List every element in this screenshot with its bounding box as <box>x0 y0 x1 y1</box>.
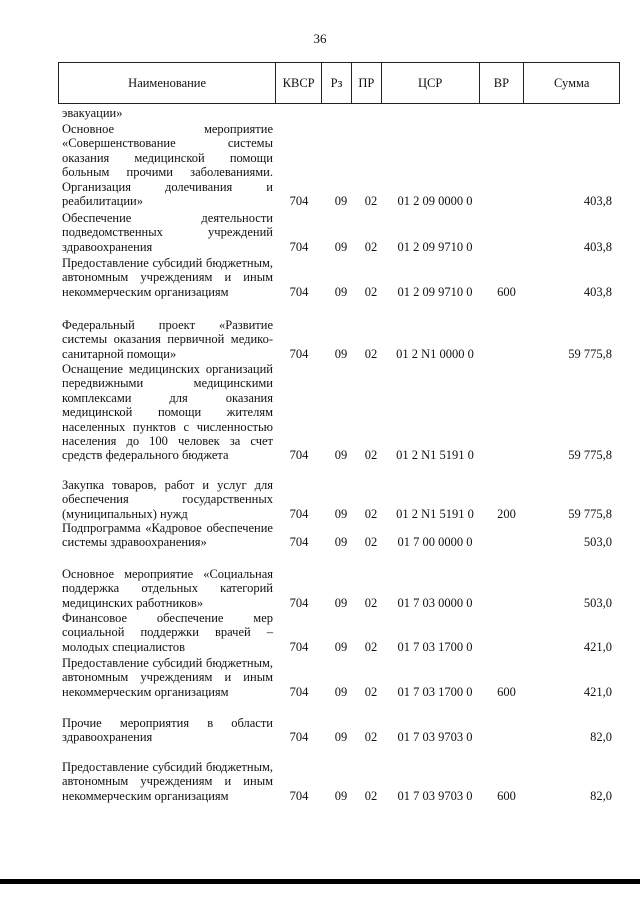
row-name: Финансовое обеспечение мер социальной поддержки врачей – молодых специалистов <box>62 611 273 654</box>
header-sum: Сумма <box>553 75 590 90</box>
row-name: Предоставление субсидий бюджетным, автономным учреждениям и иным некоммерческим организациям <box>62 256 273 299</box>
row-name: Предоставление субсидий бюджетным, автономным учреждениям и иным некоммерческим организациям <box>62 656 273 699</box>
row-kvsr: 704 <box>289 346 309 361</box>
row-name: Предоставление субсидий бюджетным, автономным учреждениям и иным некоммерческим организациям <box>62 760 273 803</box>
row-pr: 02 <box>364 684 378 699</box>
row-sum: 82,0 <box>590 788 612 803</box>
row-rz: 09 <box>334 639 348 654</box>
row-pr: 02 <box>364 639 378 654</box>
row-kvsr: 704 <box>289 595 309 610</box>
row-csr: 01 7 03 1700 0 <box>397 639 473 654</box>
row-kvsr: 704 <box>289 535 309 550</box>
table-row <box>62 716 618 745</box>
row-kvsr: 704 <box>289 194 309 209</box>
page-number: 36 <box>313 31 327 46</box>
header-kvsr: КВСР <box>276 63 322 103</box>
row-csr: 01 7 00 0000 0 <box>397 535 473 550</box>
row-csr: 01 2 N1 5191 0 <box>396 506 474 521</box>
row-rz: 09 <box>334 535 348 550</box>
row-name: Оснащение медицинских организаций передвижными медицинскими комплексами для оказания медицинской помощи жителям населенных пунктов с численностью населения до 100 человек за счет средств федерального бюджета <box>62 362 273 463</box>
row-kvsr: 704 <box>289 684 309 699</box>
row-vr: 600 <box>497 284 516 299</box>
table-row <box>62 256 618 299</box>
row-sum: 403,8 <box>583 284 612 299</box>
row-rz: 09 <box>334 239 348 254</box>
row-rz: 09 <box>334 346 348 361</box>
row-sum: 59 775,8 <box>568 346 612 361</box>
row-csr: 01 7 03 9703 0 <box>397 788 473 803</box>
row-name: Подпрограмма «Кадровое обеспечение системы здравоохранения» <box>62 521 273 550</box>
row-pr: 02 <box>364 595 378 610</box>
row-csr: 01 2 09 9710 0 <box>397 239 473 254</box>
row-pr: 02 <box>364 506 378 521</box>
row-csr: 01 7 03 0000 0 <box>397 595 473 610</box>
row-sum: 59 775,8 <box>568 448 612 463</box>
row-rz: 09 <box>334 595 348 610</box>
row-pr: 02 <box>364 788 378 803</box>
row-sum: 503,0 <box>583 535 612 550</box>
row-csr: 01 2 N1 5191 0 <box>396 448 474 463</box>
table-row <box>62 521 618 550</box>
row-name: эвакуации» <box>62 106 123 120</box>
row-rz: 09 <box>334 448 348 463</box>
row-rz: 09 <box>334 194 348 209</box>
table-row <box>62 760 618 803</box>
table-row <box>62 567 618 610</box>
scan-edge-bar <box>0 879 640 884</box>
row-vr: 200 <box>497 506 516 521</box>
table-row <box>62 362 618 463</box>
row-name: Обеспечение деятельности подведомственных учреждений здравоохранения <box>62 211 273 254</box>
header-vr: ВР <box>480 63 525 103</box>
row-kvsr: 704 <box>289 639 309 654</box>
row-sum: 82,0 <box>590 730 612 745</box>
row-vr: 600 <box>497 684 516 699</box>
row-sum: 503,0 <box>583 595 612 610</box>
header-pr: ПР <box>352 63 382 103</box>
row-csr: 01 7 03 1700 0 <box>397 684 473 699</box>
row-kvsr: 704 <box>289 239 309 254</box>
row-name: Федеральный проект «Развитие системы оказания первичной медико-санитарной помощи» <box>62 318 273 361</box>
row-name: Прочие мероприятия в области здравоохранения <box>62 716 273 745</box>
row-kvsr: 704 <box>289 788 309 803</box>
row-pr: 02 <box>364 284 378 299</box>
row-pr: 02 <box>364 448 378 463</box>
row-kvsr: 704 <box>289 284 309 299</box>
row-rz: 09 <box>334 788 348 803</box>
row-rz: 09 <box>334 284 348 299</box>
header-name: Наименование <box>59 63 276 103</box>
header-csr: ЦСР <box>382 63 480 103</box>
row-sum: 403,8 <box>583 194 612 209</box>
table-row <box>62 656 618 699</box>
row-csr: 01 2 N1 0000 0 <box>396 346 474 361</box>
row-sum: 421,0 <box>583 639 612 654</box>
row-kvsr: 704 <box>289 730 309 745</box>
row-rz: 09 <box>334 684 348 699</box>
row-name: Закупка товаров, работ и услуг для обеспечения государственных (муниципальных) нужд <box>62 478 273 521</box>
table-row <box>62 122 618 208</box>
row-pr: 02 <box>364 239 378 254</box>
row-rz: 09 <box>334 506 348 521</box>
row-csr: 01 7 03 9703 0 <box>397 730 473 745</box>
row-sum: 403,8 <box>583 239 612 254</box>
row-name: Основное мероприятие «Совершенствование системы оказания медицинской помощи больным прочими заболеваниями. Организация долечивания и реабилитации» <box>62 122 273 209</box>
table-row <box>62 106 618 120</box>
table-row <box>62 318 618 361</box>
row-sum: 59 775,8 <box>568 506 612 521</box>
row-pr: 02 <box>364 535 378 550</box>
header-rz: Рз <box>322 63 352 103</box>
row-csr: 01 2 09 9710 0 <box>397 284 473 299</box>
row-pr: 02 <box>364 346 378 361</box>
row-name: Основное мероприятие «Социальная поддержка отдельных категорий медицинских работников» <box>62 567 273 610</box>
table-header <box>58 62 620 104</box>
table-row <box>62 611 618 654</box>
table-row <box>62 478 618 521</box>
row-csr: 01 2 09 0000 0 <box>397 194 473 209</box>
row-kvsr: 704 <box>289 448 309 463</box>
row-pr: 02 <box>364 730 378 745</box>
table-row <box>62 211 618 254</box>
row-rz: 09 <box>334 730 348 745</box>
row-kvsr: 704 <box>289 506 309 521</box>
row-pr: 02 <box>364 194 378 209</box>
row-vr: 600 <box>497 788 516 803</box>
row-sum: 421,0 <box>583 684 612 699</box>
